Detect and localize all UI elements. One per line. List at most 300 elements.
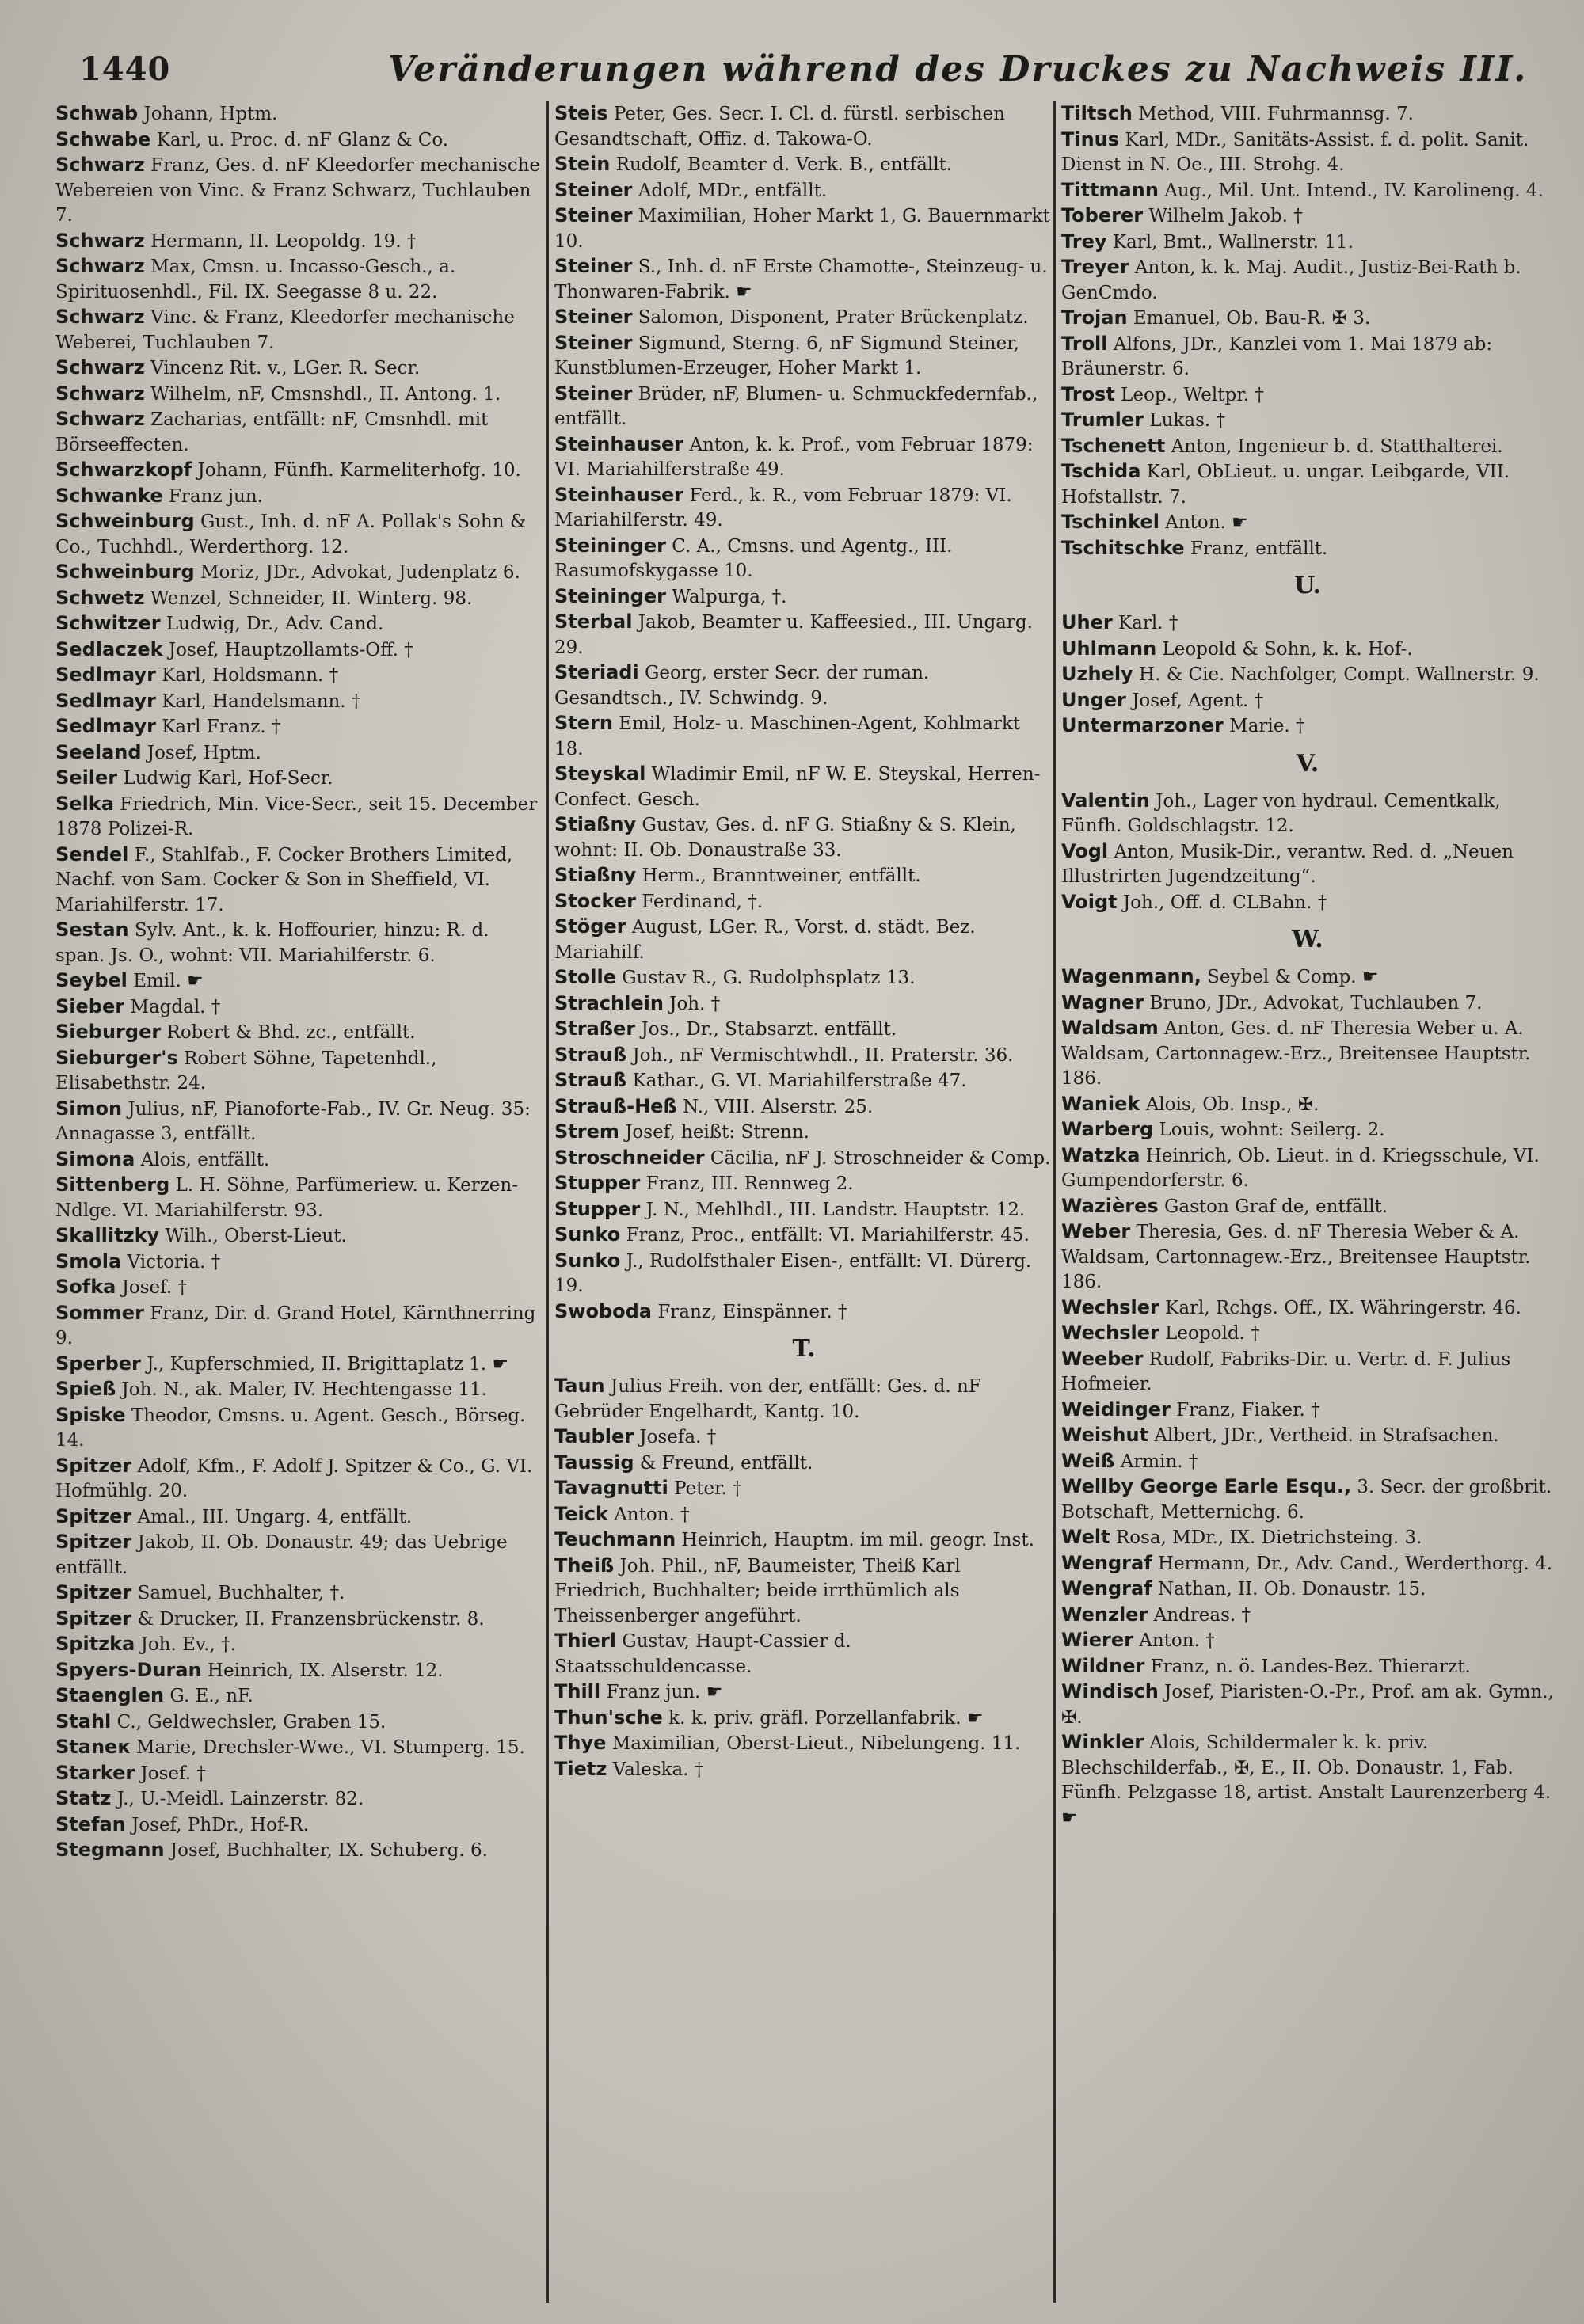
entry-details: Gustav, Ges. d. nF G. Stiaßny & S. Klein, wohnt: II. Ob. Donaustraße 33. bbox=[554, 815, 1016, 861]
entry-surname: Spitzer bbox=[55, 1504, 132, 1527]
directory-entry bbox=[1061, 1628, 1554, 1654]
entry-surname: Steiner bbox=[554, 204, 633, 226]
entry-surname: Sedlmayr bbox=[55, 664, 156, 686]
directory-entry bbox=[1061, 382, 1554, 409]
entry-surname: Schwabe bbox=[55, 127, 151, 150]
entry-details: Robert Söhne, Tapetenhdl., Elisabethstr. 24. bbox=[55, 1048, 437, 1094]
entry-details: Georg, erster Secr. der ruman. Gesandtsch., IV. Schwindg. 9. bbox=[554, 663, 930, 709]
entry-details: Gust., Inh. d. nF A. Pollak's Sohn & Co., Tuchhdl., Werderthorg. 12. bbox=[55, 512, 527, 557]
entry-details: Franz, III. Rennweg 2. bbox=[645, 1173, 854, 1194]
entry-surname: Sedlaczek bbox=[55, 637, 163, 660]
entry-details: Wilhelm Jakob. † bbox=[1148, 206, 1303, 226]
directory-entry bbox=[554, 1757, 1053, 1783]
entry-surname: Weishut bbox=[1061, 1424, 1149, 1446]
entry-details: Anton, Ingenieur b. d. Statthalterei. bbox=[1171, 436, 1503, 457]
directory-entry bbox=[55, 1301, 540, 1352]
entry-details: Armin. † bbox=[1120, 1451, 1198, 1472]
entry-surname: Wechsler bbox=[1061, 1322, 1159, 1344]
entry-surname: Schwarzkopf bbox=[55, 458, 192, 481]
directory-entry bbox=[554, 991, 1053, 1017]
directory-entry bbox=[55, 1275, 540, 1301]
entry-surname: Smola bbox=[55, 1249, 122, 1272]
directory-entry bbox=[554, 1223, 1053, 1249]
directory-entry bbox=[55, 1403, 540, 1454]
entry-details: Franz, Fiaker. † bbox=[1176, 1399, 1320, 1421]
entry-surname: Treyer bbox=[1061, 256, 1129, 278]
entry-surname: Stolle bbox=[554, 966, 616, 988]
directory-entry bbox=[55, 1812, 540, 1839]
entry-details: 3. Secr. der großbrit. Botschaft, Metternichg. 6. bbox=[1061, 1477, 1552, 1523]
directory-entry bbox=[1061, 991, 1554, 1017]
entry-surname: Wengraf bbox=[1061, 1577, 1152, 1599]
entry-details: Theodor, Cmsns. u. Agent. Gesch., Börseg. 14. bbox=[55, 1405, 526, 1451]
entry-surname: Seybel bbox=[55, 969, 128, 991]
directory-entry bbox=[554, 1629, 1053, 1679]
entry-surname: Stiaßny bbox=[554, 864, 637, 886]
entry-details: Anton. ☛ bbox=[1165, 512, 1248, 533]
entry-surname: Trey bbox=[1061, 230, 1107, 253]
entry-surname: Weiß bbox=[1061, 1449, 1115, 1472]
directory-entry bbox=[554, 711, 1053, 762]
directory-entry bbox=[55, 484, 540, 510]
entry-details: G. E., nF. bbox=[169, 1686, 253, 1706]
directory-entry bbox=[1061, 1092, 1554, 1118]
directory-entry bbox=[1061, 1194, 1554, 1220]
entry-details: Rudolf, Fabriks-Dir. u. Vertr. d. F. Julius Hofmeier. bbox=[1061, 1348, 1511, 1394]
entry-surname: Sedlmayr bbox=[55, 689, 156, 712]
directory-entry bbox=[554, 1451, 1053, 1477]
directory-entry bbox=[1061, 637, 1554, 663]
entry-surname: Unger bbox=[1061, 688, 1126, 711]
entry-details: Alois, entfällt. bbox=[140, 1149, 270, 1170]
entry-details: Karl, Bmt., Wallnerstr. 11. bbox=[1112, 231, 1354, 253]
directory-entry bbox=[1061, 1347, 1554, 1398]
entry-details: Wilhelm, nF, Cmsnshdl., II. Antong. 1. bbox=[150, 383, 501, 405]
entry-surname: Stupper bbox=[554, 1172, 641, 1194]
directory-entry bbox=[55, 663, 540, 689]
entry-surname: Tschinkel bbox=[1061, 511, 1159, 533]
entry-surname: Schweinburg bbox=[55, 561, 195, 583]
entry-details: Karl Franz. † bbox=[162, 717, 281, 737]
entry-details: Herm., Branntweiner, entfällt. bbox=[642, 865, 921, 886]
entry-details: Josef, Hauptzollamts-Off. † bbox=[168, 639, 413, 660]
entry-details: Nathan, II. Ob. Donaustr. 15. bbox=[1157, 1579, 1426, 1599]
directory-entry bbox=[554, 965, 1053, 991]
entry-surname: Thun'sche bbox=[554, 1706, 663, 1729]
entry-surname: Taubler bbox=[554, 1425, 634, 1447]
directory-entry bbox=[1061, 101, 1554, 127]
entry-surname: Staneк bbox=[55, 1736, 131, 1758]
entry-surname: Wildner bbox=[1061, 1654, 1145, 1677]
entry-surname: Schwanke bbox=[55, 484, 163, 507]
entry-details: Johann, Hptm. bbox=[143, 104, 278, 124]
directory-entry bbox=[1061, 1219, 1554, 1295]
entry-details: Method, VIII. Fuhrmannsg. 7. bbox=[1138, 104, 1414, 124]
entry-details: Peter. † bbox=[674, 1478, 742, 1499]
entry-details: Franz, Ges. d. nF Kleedorfer mechanische Webereien von Vinc. & Franz Schwarz, Tuchlauben 7. bbox=[55, 155, 540, 226]
entry-surname: Sofka bbox=[55, 1276, 116, 1298]
entry-details: Emanuel, Ob. Bau-R. ✠ 3. bbox=[1133, 308, 1371, 329]
directory-entry bbox=[1061, 459, 1554, 510]
entry-surname: Toberer bbox=[1061, 204, 1144, 226]
directory-entry bbox=[1061, 536, 1554, 562]
directory-entry bbox=[554, 1731, 1053, 1757]
entry-details: Ludwig, Dr., Adv. Cand. bbox=[166, 614, 384, 634]
entry-surname: Steiner bbox=[554, 382, 633, 405]
entry-details: Josef, heißt: Strenn. bbox=[625, 1122, 809, 1143]
directory-entry bbox=[55, 1352, 540, 1378]
entry-surname: Schwarz bbox=[55, 154, 145, 176]
entry-details: Valeska. † bbox=[612, 1759, 704, 1780]
entry-surname: Steininger bbox=[554, 534, 666, 557]
entry-surname: Stahl bbox=[55, 1710, 112, 1733]
entry-details: Ludwig Karl, Hof-Secr. bbox=[123, 768, 333, 789]
directory-entry bbox=[554, 483, 1053, 534]
entry-surname: Wechsler bbox=[1061, 1295, 1159, 1318]
directory-entry bbox=[554, 1679, 1053, 1706]
directory-entry bbox=[554, 152, 1053, 178]
entry-details: H. & Cie. Nachfolger, Compt. Wallnerstr. 9. bbox=[1139, 664, 1540, 685]
entry-details: Karl, Rchgs. Off., IX. Währingerstr. 46. bbox=[1165, 1297, 1521, 1318]
entry-surname: Schwarz bbox=[55, 229, 145, 252]
directory-entry bbox=[1061, 1016, 1554, 1092]
entry-surname: Wazières bbox=[1061, 1194, 1159, 1217]
directory-entry bbox=[55, 1735, 540, 1761]
entry-surname: Spitzer bbox=[55, 1581, 132, 1603]
directory-entry bbox=[1061, 332, 1554, 382]
entry-details: Johann, Fünfh. Karmeliterhofg. 10. bbox=[197, 460, 521, 481]
entry-details: Louis, wohnt: Seilerg. 2. bbox=[1159, 1120, 1385, 1140]
directory-entry bbox=[554, 915, 1053, 965]
directory-entry bbox=[554, 382, 1053, 432]
entry-details: Gaston Graf de, entfällt. bbox=[1164, 1196, 1388, 1217]
entry-details: Wladimir Emil, nF W. E. Steyskal, Herren-Confect. Gesch. bbox=[554, 764, 1041, 810]
entry-details: Emil. ☛ bbox=[133, 971, 204, 991]
entry-details: Josef, Buchhalter, IX. Schuberg. 6. bbox=[169, 1840, 488, 1861]
entry-surname: Swoboda bbox=[554, 1299, 652, 1322]
entry-details: S., Inh. d. nF Erste Chamotte-, Steinzeug- u. Thonwaren-Fabrik. ☛ bbox=[554, 257, 1048, 302]
entry-surname: Stöger bbox=[554, 915, 626, 938]
entry-details: Rudolf, Beamter d. Verk. B., entfällt. bbox=[615, 154, 953, 175]
directory-entry bbox=[1061, 306, 1554, 332]
entry-details: Josef, PhDr., Hof-R. bbox=[131, 1814, 310, 1835]
entry-surname: Tschitschke bbox=[1061, 536, 1185, 559]
entry-surname: Stefan bbox=[55, 1812, 126, 1835]
directory-entry bbox=[55, 254, 540, 305]
entry-surname: Steriadi bbox=[554, 661, 639, 683]
page-header bbox=[55, 41, 1560, 97]
entry-details: C., Geldwechsler, Graben 15. bbox=[116, 1711, 386, 1733]
entry-details: Wilh., Oberst-Lieut. bbox=[165, 1226, 347, 1246]
entry-details: & Freund, entfällt. bbox=[639, 1452, 813, 1474]
entry-details: Ferdinand, †. bbox=[642, 891, 763, 912]
directory-entry bbox=[55, 153, 540, 229]
entry-details: Peter, Ges. Secr. I. Cl. d. fürstl. serbischen Gesandtschaft, Offiz. d. Takowa-O. bbox=[554, 104, 1005, 150]
directory-entry bbox=[55, 1838, 540, 1864]
entry-details: Cäcilia, nF J. Stroschneider & Comp. bbox=[710, 1147, 1051, 1169]
entry-surname: Schwarz bbox=[55, 382, 145, 405]
entry-details: Joh., Lager von hydraul. Cementkalk, Fünfh. Goldschlagstr. 12. bbox=[1061, 790, 1501, 836]
entry-details: Josef. † bbox=[121, 1277, 187, 1298]
directory-entry bbox=[55, 918, 540, 968]
entry-surname: Waldsam bbox=[1061, 1017, 1159, 1039]
section-letter: V. bbox=[1296, 749, 1319, 778]
entry-surname: Theiß bbox=[554, 1554, 615, 1577]
directory-entry bbox=[55, 1147, 540, 1173]
entry-details: Joh. Ev., †. bbox=[140, 1634, 236, 1655]
directory-entry bbox=[554, 178, 1053, 204]
directory-entry bbox=[55, 458, 540, 484]
entry-details: Amal., III. Ungarg. 4, entfällt. bbox=[137, 1506, 413, 1527]
directory-entry bbox=[1061, 1143, 1554, 1194]
directory-entry bbox=[1061, 964, 1554, 991]
directory-entry bbox=[1061, 1474, 1554, 1525]
entry-details: Karl, ObLieut. u. ungar. Leibgarde, VII. Hofstallstr. 7. bbox=[1061, 462, 1510, 508]
entry-surname: Schwitzer bbox=[55, 612, 161, 634]
entry-details: J. N., Mehlhdl., III. Landstr. Hauptstr. 12. bbox=[645, 1199, 1026, 1220]
directory-entry bbox=[55, 1046, 540, 1097]
entry-details: Franz, Einspänner. † bbox=[657, 1301, 847, 1322]
entry-surname: Trumler bbox=[1061, 409, 1144, 431]
entry-details: Vincenz Rit. v., LGer. R. Secr. bbox=[150, 358, 421, 378]
directory-entry bbox=[554, 584, 1053, 610]
entry-surname: Steininger bbox=[554, 584, 666, 607]
entry-details: Maximilian, Hoher Markt 1, G. Bauernmarkt 10. bbox=[554, 206, 1050, 252]
entry-surname: Steinhauser bbox=[554, 483, 684, 506]
entry-details: Rosa, MDr., IX. Dietrichsteing. 3. bbox=[1115, 1527, 1422, 1548]
directory-entry bbox=[55, 1097, 540, 1147]
entry-details: Franz, Proc., entfällt: VI. Mariahilferstr. 45. bbox=[626, 1225, 1030, 1246]
entry-details: Josef, Agent. † bbox=[1132, 690, 1264, 711]
directory-entry bbox=[554, 203, 1053, 254]
entry-details: Leopold & Sohn, k. k. Hof-. bbox=[1162, 638, 1413, 660]
column-2 bbox=[554, 101, 1053, 2303]
entry-details: Leopold. † bbox=[1165, 1323, 1260, 1344]
entry-details: Salomon, Disponent, Prater Brückenplatz. bbox=[638, 307, 1029, 328]
directory-entry bbox=[1061, 1679, 1554, 1730]
directory-entry bbox=[554, 101, 1053, 152]
directory-entry bbox=[55, 1786, 540, 1812]
entry-details: J., U.-Meidl. Lainzerstr. 82. bbox=[116, 1789, 364, 1809]
entry-surname: Taun bbox=[554, 1375, 605, 1397]
entry-surname: Steinhauser bbox=[554, 432, 684, 455]
column-3 bbox=[1061, 101, 1554, 2303]
directory-entry bbox=[55, 1761, 540, 1787]
entry-surname: Sunko bbox=[554, 1249, 621, 1272]
directory-entry bbox=[1061, 662, 1554, 688]
directory-entry bbox=[55, 101, 540, 127]
entry-surname: Weber bbox=[1061, 1220, 1131, 1242]
directory-entry bbox=[55, 740, 540, 766]
directory-entry bbox=[554, 1171, 1053, 1197]
entry-surname: Uher bbox=[1061, 611, 1113, 633]
entry-details: Anton, Musik-Dir., verantw. Red. d. „Neuen Illustrirten Jugendzeitung“. bbox=[1061, 841, 1514, 887]
entry-surname: Strem bbox=[554, 1120, 619, 1143]
entry-surname: Sestan bbox=[55, 919, 129, 941]
directory-entry bbox=[554, 1197, 1053, 1223]
entry-details: Josef. † bbox=[140, 1763, 206, 1784]
entry-surname: Schweinburg bbox=[55, 510, 195, 532]
directory-entry bbox=[1061, 230, 1554, 256]
entry-surname: Seeland bbox=[55, 740, 142, 763]
entry-details: Joh., nF Vermischtwhdl., II. Praterstr. 36. bbox=[632, 1044, 1014, 1066]
entry-details: Theresia, Ges. d. nF Theresia Weber & A. Waldsam, Cartonnagew.-Erz., Breitensee Hauptstr. 186. bbox=[1061, 1222, 1531, 1292]
entry-surname: Stern bbox=[554, 712, 613, 734]
entry-details: Lukas. † bbox=[1149, 410, 1225, 431]
entry-surname: Stegmann bbox=[55, 1839, 165, 1861]
entry-details: Zacharias, entfällt: nF, Cmsnhdl. mit Börseeffecten. bbox=[55, 409, 489, 455]
entry-details: Franz, n. ö. Landes-Bez. Thierarzt. bbox=[1150, 1656, 1471, 1677]
directory-entry bbox=[55, 1020, 540, 1046]
column-rule bbox=[546, 101, 549, 2303]
entry-surname: Sieber bbox=[55, 995, 125, 1017]
entry-details: Victoria. † bbox=[127, 1251, 221, 1272]
directory-entry bbox=[55, 305, 540, 356]
entry-details: Heinrich, Hauptm. im mil. geogr. Inst. bbox=[681, 1530, 1034, 1550]
entry-details: L. H. Söhne, Parfümeriew. u. Kerzen-Ndlge. VI. Mariahilferstr. 93. bbox=[55, 1175, 519, 1221]
directory-entry bbox=[55, 1580, 540, 1607]
entry-details: k. k. priv. gräfl. Porzellanfabrik. ☛ bbox=[668, 1707, 984, 1729]
directory-entry bbox=[55, 1504, 540, 1531]
entry-details: Joh., Off. d. CLBahn. † bbox=[1122, 892, 1327, 913]
entry-details: Ferd., k. R., vom Februar 1879: VI. Mariahilferstr. 49. bbox=[554, 485, 1012, 531]
directory-entry bbox=[55, 127, 540, 154]
entry-details: & Drucker, II. Franzensbrückenstr. 8. bbox=[137, 1608, 485, 1630]
entry-details: Franz, entfällt. bbox=[1190, 538, 1328, 559]
entry-surname: Steiner bbox=[554, 306, 633, 328]
directory-entry bbox=[554, 812, 1053, 863]
directory-entry bbox=[55, 611, 540, 637]
entry-surname: Selka bbox=[55, 792, 114, 815]
entry-surname: Valentin bbox=[1061, 789, 1150, 812]
directory-entry bbox=[55, 766, 540, 792]
entry-details: Josef, Hptm. bbox=[147, 742, 261, 763]
directory-entry bbox=[554, 1424, 1053, 1451]
section-letter: T. bbox=[792, 1335, 816, 1363]
directory-entry bbox=[554, 1094, 1053, 1120]
entry-surname: Untermarzoner bbox=[1061, 714, 1224, 736]
entry-surname: Thye bbox=[554, 1732, 607, 1754]
entry-details: August, LGer. R., Vorst. d. städt. Bez. Mariahilf. bbox=[554, 917, 976, 963]
entry-surname: Schwarz bbox=[55, 255, 145, 277]
directory-entry bbox=[55, 1377, 540, 1403]
entry-surname: Welt bbox=[1061, 1526, 1110, 1548]
directory-entry bbox=[554, 1527, 1053, 1554]
entry-surname: Starker bbox=[55, 1761, 135, 1784]
entry-details: Gustav, Haupt-Cassier d. Staatsschuldencasse. bbox=[554, 1631, 851, 1677]
directory-entry bbox=[1061, 203, 1554, 230]
entry-details: Seybel & Comp. ☛ bbox=[1207, 967, 1379, 987]
directory-entry bbox=[554, 432, 1053, 483]
entry-surname: Spiske bbox=[55, 1403, 126, 1426]
entry-surname: Strauß bbox=[554, 1043, 627, 1066]
entry-surname: Tiltsch bbox=[1061, 102, 1133, 124]
entry-surname: Thill bbox=[554, 1680, 601, 1702]
entry-details: Adolf, Kfm., F. Adolf J. Spitzer & Co., G. VI. Hofmühlg. 20. bbox=[55, 1455, 533, 1501]
directory-entry bbox=[1061, 839, 1554, 890]
directory-entry bbox=[554, 1068, 1053, 1094]
directory-entry bbox=[554, 1706, 1053, 1732]
entry-surname: Staenglen bbox=[55, 1684, 165, 1706]
directory-entry bbox=[55, 689, 540, 715]
entry-details: Sylv. Ant., k. k. Hoffourier, hinzu: R. d. span. Js. O., wohnt: VII. Mariahilferstr. 6. bbox=[55, 920, 489, 966]
entry-surname: Strauß bbox=[554, 1069, 627, 1091]
section-letter: W. bbox=[1292, 926, 1323, 953]
directory-entry bbox=[1061, 1117, 1554, 1143]
directory-entry bbox=[55, 1249, 540, 1276]
entry-details: Moriz, JDr., Advokat, Judenplatz 6. bbox=[200, 562, 520, 583]
entry-surname: Skallitzky bbox=[55, 1224, 160, 1246]
entry-surname: Sommer bbox=[55, 1301, 144, 1324]
entry-details: Marie, Drechsler-Wwe., VI. Stumperg. 15. bbox=[135, 1737, 525, 1758]
entry-surname: Weeber bbox=[1061, 1347, 1144, 1370]
directory-entry bbox=[554, 1120, 1053, 1146]
entry-details: Franz, Dir. d. Grand Hotel, Kärnthnerring 9. bbox=[55, 1303, 536, 1348]
entry-details: J., Rudolfsthaler Eisen-, entfällt: VI. Dürerg. 19. bbox=[554, 1250, 1032, 1296]
entry-surname: Troll bbox=[1061, 332, 1108, 355]
entry-surname: Strachlein bbox=[554, 991, 664, 1014]
entry-surname: Wierer bbox=[1061, 1629, 1133, 1651]
entry-details: Joh. † bbox=[669, 993, 721, 1014]
entry-details: J., Kupferschmied, II. Brigittaplatz 1. ☛ bbox=[147, 1353, 509, 1375]
running-head: Veränderungen während des Druckes zu Nachweis III. bbox=[388, 49, 1528, 89]
entry-details: Samuel, Buchhalter, †. bbox=[137, 1583, 345, 1603]
directory-entry bbox=[55, 637, 540, 664]
entry-details: Emil, Holz- u. Maschinen-Agent, Kohlmarkt 18. bbox=[554, 713, 1021, 759]
entry-surname: Stupper bbox=[554, 1197, 641, 1220]
entry-surname: Spieß bbox=[55, 1378, 116, 1400]
directory-entry bbox=[554, 1374, 1053, 1424]
entry-details: Josef, Piaristen-O.-Pr., Prof. am ak. Gymn., ✠. bbox=[1061, 1682, 1554, 1728]
entry-details: Hermann, Dr., Adv. Cand., Werderthorg. 4. bbox=[1157, 1553, 1553, 1574]
directory-entry bbox=[1061, 610, 1554, 637]
directory-entry bbox=[554, 1299, 1053, 1326]
directory-entry bbox=[55, 968, 540, 995]
entry-details: Bruno, JDr., Advokat, Tuchlauben 7. bbox=[1149, 992, 1483, 1014]
directory-entry bbox=[554, 305, 1053, 331]
entry-details: Julius Freih. von der, entfällt: Ges. d. nF Gebrüder Engelhardt, Kantg. 10. bbox=[554, 1376, 981, 1422]
entry-surname: Statz bbox=[55, 1787, 112, 1809]
entry-surname: Sperber bbox=[55, 1352, 141, 1375]
directory-entry bbox=[554, 1476, 1053, 1502]
directory-entry bbox=[554, 1502, 1053, 1528]
entry-surname: Tschida bbox=[1061, 460, 1141, 482]
entry-surname: Taussig bbox=[554, 1451, 634, 1474]
directory-entry bbox=[55, 995, 540, 1021]
section-letter: U. bbox=[1294, 572, 1321, 599]
entry-details: F., Stahlfab., F. Cocker Brothers Limited, Nachf. von Sam. Cocker & Son in Sheffield, VI. Mariahilferstr. 17. bbox=[55, 844, 513, 915]
directory-entry bbox=[554, 863, 1053, 889]
directory-entry bbox=[1061, 890, 1554, 916]
entry-surname: Weidinger bbox=[1061, 1398, 1171, 1421]
directory-entry bbox=[55, 1173, 540, 1223]
entry-details: Josefa. † bbox=[639, 1427, 717, 1447]
directory-entry bbox=[554, 1017, 1053, 1043]
directory-entry bbox=[1061, 789, 1554, 839]
entry-details: Alois, Ob. Insp., ✠. bbox=[1145, 1094, 1319, 1115]
entry-surname: Sendel bbox=[55, 842, 129, 865]
entry-surname: Straßer bbox=[554, 1017, 636, 1040]
entry-surname: Winkler bbox=[1061, 1731, 1144, 1753]
entry-surname: Sterbal bbox=[554, 610, 633, 633]
directory-entry bbox=[55, 792, 540, 842]
entry-surname: Spitzer bbox=[55, 1454, 132, 1477]
entry-surname: Simon bbox=[55, 1097, 123, 1120]
entry-surname: Sittenberg bbox=[55, 1173, 170, 1196]
directory-entry bbox=[1061, 688, 1554, 714]
entry-surname: Sedlmayr bbox=[55, 715, 156, 737]
entry-details: Julius, nF, Pianoforte-Fab., IV. Gr. Neug. 35: Annagasse 3, entfällt. bbox=[55, 1098, 531, 1144]
